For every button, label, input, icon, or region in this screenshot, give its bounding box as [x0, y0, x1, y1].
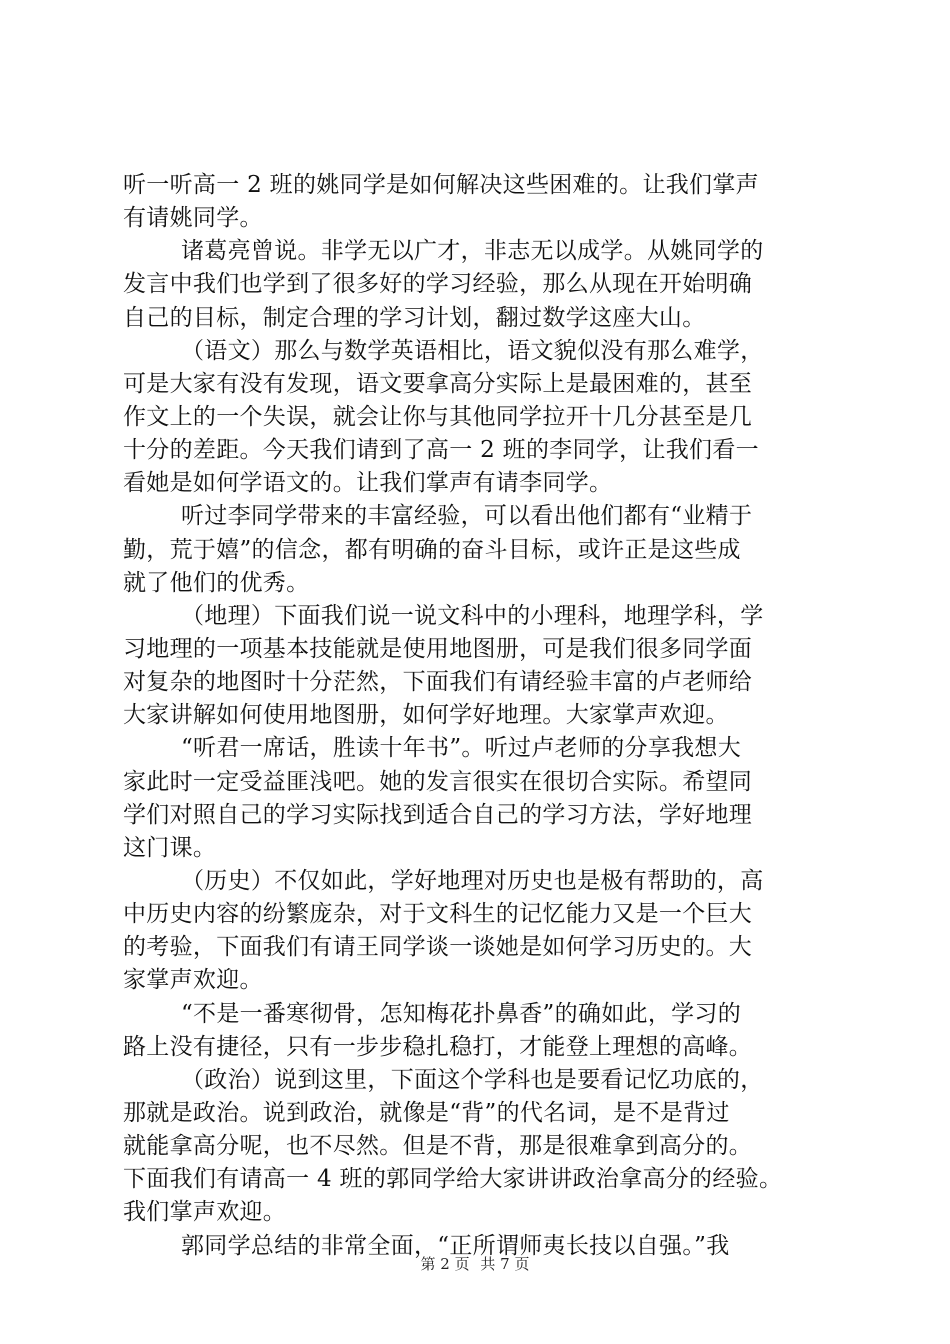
text-line: 十分的差距。今天我们请到了高一 2 班的李同学，让我们看一 [123, 437, 759, 464]
text-line: 就了他们的优秀。 [123, 569, 310, 596]
text-line: （历史）不仅如此，学好地理对历史也是极有帮助的，高 [181, 867, 764, 894]
text-line: 家此时一定受益匪浅吧。她的发言很实在很切合实际。希望同 [123, 768, 753, 795]
text-line: 自己的目标，制定合理的学习计划，翻过数学这座大山。 [123, 304, 706, 331]
text-line: 大家讲解如何使用地图册，如何学好地理。大家掌声欢迎。 [123, 702, 729, 729]
text-line: 郭同学总结的非常全面，“正所谓师夷长技以自强。”我 [181, 1232, 730, 1259]
text-line: 我们掌声欢迎。 [123, 1199, 287, 1226]
text-line: 听一听高一 2 班的姚同学是如何解决这些困难的。让我们掌声 [123, 172, 759, 198]
text-line: 有请姚同学。 [123, 205, 263, 232]
text-line: 听过李同学带来的丰富经验，可以看出他们都有“业精于 [181, 503, 753, 530]
body-text [123, 169, 833, 1263]
text-line: 看她是如何学语文的。让我们掌声有请李同学。 [123, 470, 613, 497]
text-line: 可是大家有没有发现，语文要拿高分实际上是最困难的，甚至 [123, 370, 753, 397]
text-line: “不是一番寒彻骨，怎知梅花扑鼻香”的确如此，学习的 [181, 1000, 742, 1027]
text-line: 这门课。 [123, 834, 217, 861]
page-number-current: 第 2 页 [420, 1255, 470, 1273]
text-line: （地理）下面我们说一说文科中的小理科，地理学科，学 [181, 602, 764, 629]
text-line: 作文上的一个失误，就会让你与其他同学拉开十几分甚至是几 [123, 403, 753, 430]
text-line: （语文）那么与数学英语相比，语文貌似没有那么难学， [181, 337, 764, 364]
page-number-total: 共 7 页 [480, 1255, 530, 1273]
text-line: 下面我们有请高一 4 班的郭同学给大家讲讲政治拿高分的经验。 [123, 1166, 783, 1193]
text-line: 就能拿高分呢，也不尽然。但是不背，那是很难拿到高分的。 [123, 1133, 753, 1160]
text-line: 对复杂的地图时十分茫然，下面我们有请经验丰富的卢老师给 [123, 669, 753, 696]
text-line: 路上没有捷径，只有一步步稳扎稳打，才能登上理想的高峰。 [123, 1033, 753, 1060]
text-line: 学们对照自己的学习实际找到适合自己的学习方法，学好地理 [123, 801, 753, 828]
text-line: 那就是政治。说到政治，就像是“背”的代名词，是不是背过 [123, 1099, 730, 1126]
text-line: 中历史内容的纷繁庞杂，对于文科生的记忆能力又是一个巨大 [123, 901, 753, 928]
text-line: 发言中我们也学到了很多好的学习经验，那么从现在开始明确 [123, 271, 753, 298]
text-line: 家掌声欢迎。 [123, 967, 263, 994]
page-footer [0, 1253, 950, 1274]
text-line: “听君一席话，胜读十年书”。听过卢老师的分享我想大 [181, 735, 742, 762]
text-line: （政治）说到这里，下面这个学科也是要看记忆功底的， [181, 1066, 764, 1093]
text-line: 习地理的一项基本技能就是使用地图册，可是我们很多同学面 [123, 635, 753, 662]
text-line: 勤，荒于嬉”的信念，都有明确的奋斗目标，或许正是这些成 [123, 536, 741, 563]
text-line: 诸葛亮曾说。非学无以广才，非志无以成学。从姚同学的 [181, 238, 764, 265]
text-line: 的考验，下面我们有请王同学谈一谈她是如何学习历史的。大 [123, 934, 753, 961]
